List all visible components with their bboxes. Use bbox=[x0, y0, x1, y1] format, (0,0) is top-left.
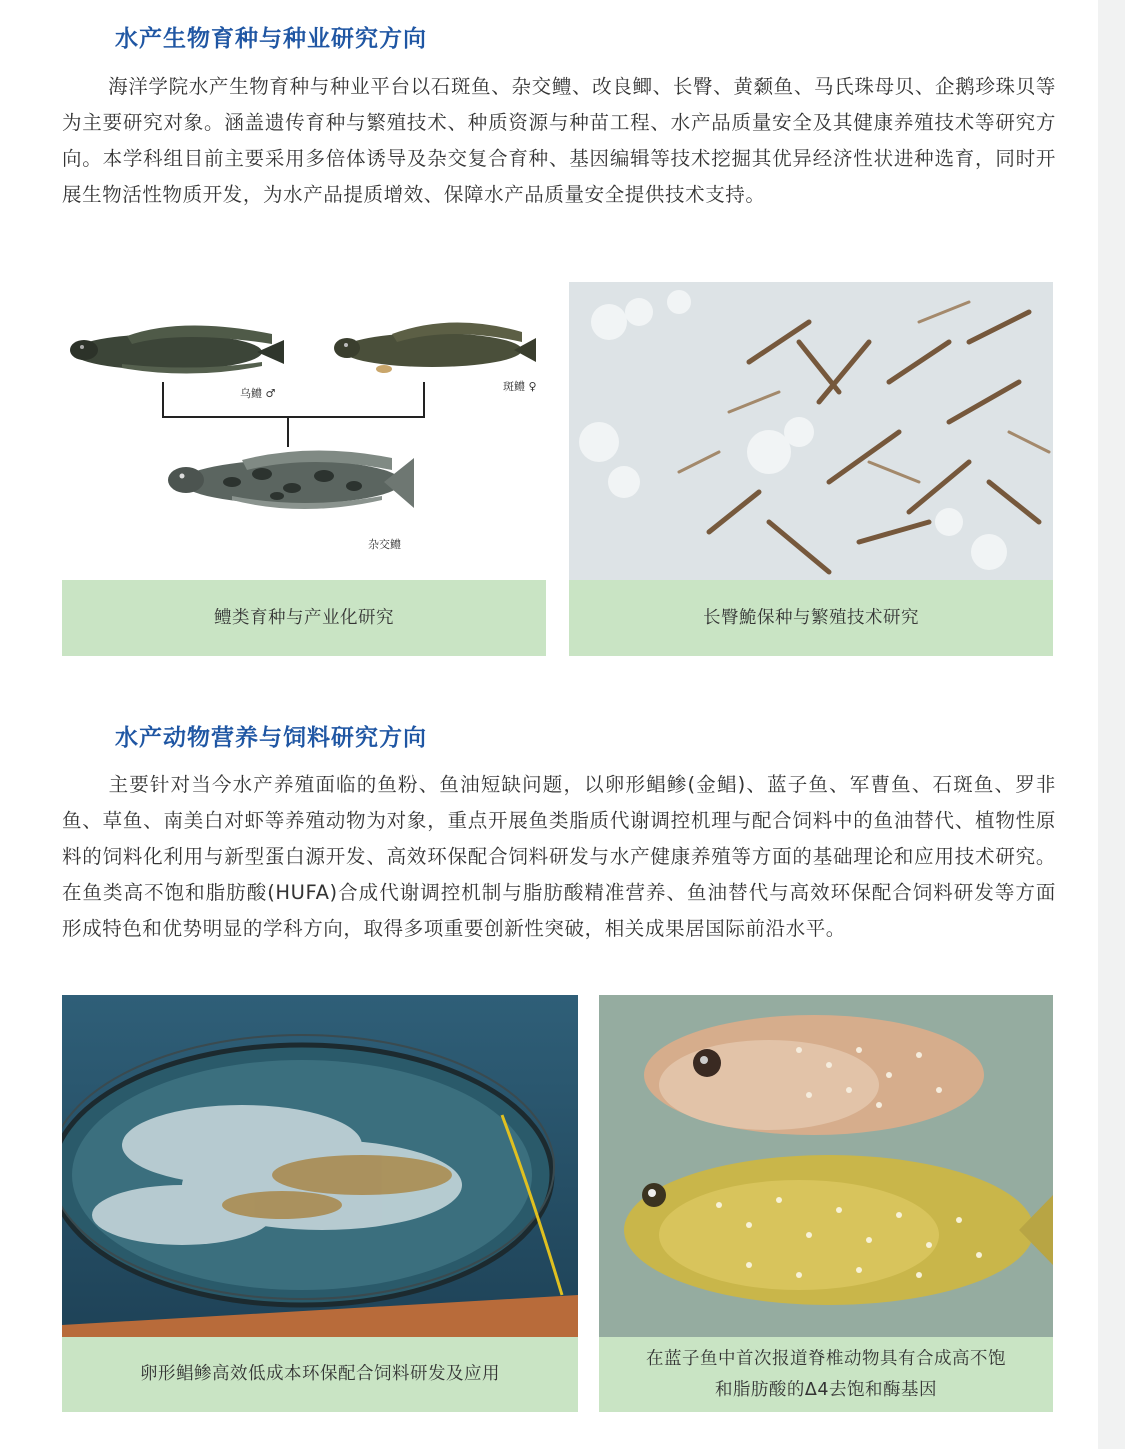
female-fish-image bbox=[334, 322, 536, 373]
female-fish-label: 斑鳢 ♀ bbox=[503, 380, 537, 393]
rabbitfish-upper bbox=[644, 1015, 984, 1135]
catfish-fry-photo bbox=[569, 282, 1053, 580]
section-paragraph-breeding bbox=[62, 69, 1056, 213]
page-side-strip bbox=[1098, 0, 1125, 1449]
section-heading-nutrition: 水产动物营养与饲料研究方向 bbox=[115, 725, 427, 751]
caption-snakehead: 鳢类育种与产业化研究 bbox=[62, 580, 546, 656]
hybrid-fish-image bbox=[168, 450, 414, 509]
paragraph-text: 主要针对当今水产养殖面临的鱼粉、鱼油短缺问题，以卵形鲳鲹(金鲳)、蓝子鱼、军曹鱼、石斑鱼、罗非鱼、草鱼、南美白对虾等养殖动物为对象，重点开展鱼类脂质代谢调控机理与配合饲料中的鱼油替代、植物性原料的饲料化利用与新型蛋白源开发、高效环保配合饲料研发与水产健康养殖等方面的基础理论和应用技术研究。在鱼类高不饱和脂肪酸(HUFA)合成代谢调控机制与脂肪酸精准营养、鱼油替代与高效环保配合饲料研发等方面形成特色和优势明显的学科方向，取得多项重要创新性突破，相关成果居国际前沿水平。 bbox=[62, 773, 1056, 940]
rabbitfish-photo bbox=[599, 995, 1053, 1337]
snakehead-hybrid-diagram bbox=[62, 282, 546, 580]
section-heading-breeding: 水产生物育种与种业研究方向 bbox=[115, 26, 427, 52]
caption-rabbitfish-line2: 和脂肪酸的Δ4去饱和酶基因 bbox=[714, 1379, 938, 1400]
sea-cage-photo bbox=[62, 995, 578, 1337]
caption-catfish: 长臀鮠保种与繁殖技术研究 bbox=[569, 580, 1053, 656]
cross-lines bbox=[163, 382, 424, 447]
paragraph-text: 海洋学院水产生物育种与种业平台以石斑鱼、杂交鳢、改良鲫、长臀、黄颡鱼、马氏珠母贝、企鹅珍珠贝等为主要研究对象。涵盖遗传育种与繁殖技术、种质资源与种苗工程、水产品质量安全及其健康养殖技术等研究方向。本学科组目前主要采用多倍体诱导及杂交复合育种、基因编辑等技术挖掘其优异经济性状进种选育，同时开展生物活性物质开发，为水产品提质增效、保障水产品质量安全提供技术支持。 bbox=[62, 75, 1056, 206]
caption-sea-cage: 卵形鲳鲹高效低成本环保配合饲料研发及应用 bbox=[62, 1337, 578, 1412]
caption-rabbitfish-line1: 在蓝子鱼中首次报道脊椎动物具有合成高不饱 bbox=[646, 1348, 1006, 1369]
male-fish-label: 乌鳢 ♂ bbox=[240, 387, 276, 400]
male-fish-image bbox=[70, 325, 284, 373]
section-paragraph-nutrition bbox=[62, 767, 1056, 947]
caption-rabbitfish bbox=[599, 1337, 1053, 1412]
hybrid-fish-label: 杂交鳢 bbox=[368, 538, 401, 551]
